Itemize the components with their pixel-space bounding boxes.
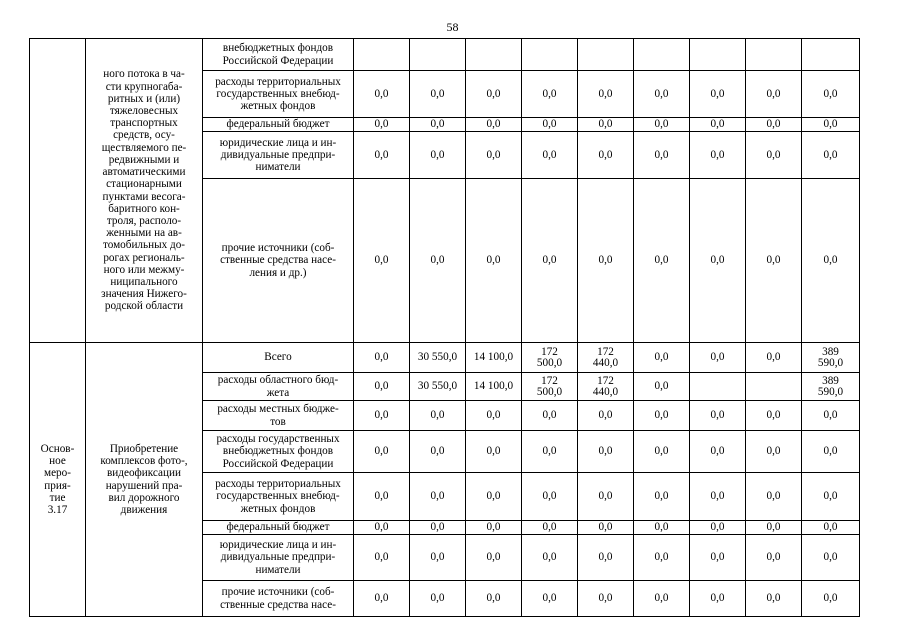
- value-cell-8: 0,0: [746, 581, 802, 617]
- value-cell-3: 0,0: [466, 473, 522, 521]
- funding-source-text: расходы территориальных: [215, 75, 341, 88]
- funding-source-cell: [203, 581, 354, 617]
- value-text: 389: [822, 374, 839, 387]
- description-line: троля, располо-: [106, 214, 182, 227]
- value-cell-4: 0,0: [522, 179, 578, 343]
- value-cell-4: 0,0: [522, 431, 578, 473]
- value-cell-2: 0,0: [410, 401, 466, 431]
- value-cell-9: 0,0: [802, 431, 860, 473]
- value-cell-1: 0,0: [354, 132, 410, 179]
- description-line: значения Нижего-: [101, 288, 187, 301]
- value-cell-9: 0,0: [802, 521, 860, 535]
- value-cell-2: 0,0: [410, 535, 466, 581]
- funding-source-cell: [203, 39, 354, 71]
- funding-source-text: ственные средства насе-: [220, 598, 336, 611]
- value-cell-4: 0,0: [522, 118, 578, 132]
- measure-code-line: ное: [49, 455, 66, 468]
- funding-source-text: жета: [266, 386, 290, 399]
- value-cell-7: 0,0: [690, 118, 746, 132]
- value-cell-8: 0,0: [746, 401, 802, 431]
- value-cell-4: 0,0: [522, 535, 578, 581]
- value-cell-8: [746, 39, 802, 71]
- value-cell-3: 14 100,0: [466, 373, 522, 401]
- value-cell-1: 0,0: [354, 373, 410, 401]
- value-cell-7: 0,0: [690, 473, 746, 521]
- funding-source-text: Российской Федерации: [222, 457, 334, 470]
- description-line: ного потока в ча-: [103, 68, 185, 81]
- funding-source-text: государственных внебюд-: [216, 87, 340, 100]
- value-cell-5: 0,0: [578, 132, 634, 179]
- value-cell-2: 30 550,0: [410, 373, 466, 401]
- value-cell-3: 0,0: [466, 535, 522, 581]
- funding-source-text: расходы государственных: [216, 433, 340, 446]
- value-cell-5: [578, 343, 634, 373]
- value-cell-1: 0,0: [354, 71, 410, 118]
- value-cell-2: [410, 39, 466, 71]
- value-cell-9: 0,0: [802, 473, 860, 521]
- funding-source-text: жетных фондов: [240, 100, 316, 113]
- value-text: 440,0: [592, 356, 619, 369]
- value-cell-5: 0,0: [578, 581, 634, 617]
- value-cell-7: 0,0: [690, 581, 746, 617]
- value-cell-6: [634, 39, 690, 71]
- description-line: средств, осу-: [113, 129, 175, 142]
- value-cell-1: 0,0: [354, 535, 410, 581]
- measure-code-cell: [30, 39, 86, 343]
- value-cell-2: 0,0: [410, 521, 466, 535]
- value-cell-4: [522, 373, 578, 401]
- table-row: [30, 343, 860, 373]
- measure-description-cell: [86, 39, 203, 343]
- funding-source-text: ниматели: [255, 161, 301, 174]
- value-cell-5: [578, 373, 634, 401]
- value-cell-2: 0,0: [410, 71, 466, 118]
- funding-source-text: юридические лица и ин-: [219, 136, 337, 149]
- measure-description-cell: [86, 343, 203, 617]
- value-cell-9: [802, 39, 860, 71]
- description-line: вил дорожного: [108, 491, 180, 504]
- value-cell-7: 0,0: [690, 535, 746, 581]
- value-text: 172: [597, 374, 614, 387]
- value-cell-8: 0,0: [746, 521, 802, 535]
- value-text: 500,0: [536, 385, 563, 398]
- description-line: ного или межму-: [103, 263, 185, 276]
- value-text: 590,0: [817, 356, 844, 369]
- value-cell-1: 0,0: [354, 343, 410, 373]
- funding-source-text: расходы местных бюдже-: [217, 403, 339, 416]
- value-cell-6: 0,0: [634, 71, 690, 118]
- funding-source-text: прочие источники (соб-: [221, 242, 335, 255]
- funding-source-text: жетных фондов: [240, 502, 316, 515]
- value-cell-3: 0,0: [466, 132, 522, 179]
- measure-code-line: 3.17: [47, 503, 68, 516]
- funding-source-text: федеральный бюджет: [226, 521, 330, 534]
- funding-source-cell: [203, 521, 354, 535]
- value-cell-4: 0,0: [522, 581, 578, 617]
- value-cell-7: 0,0: [690, 401, 746, 431]
- value-cell-7: [690, 39, 746, 71]
- value-cell-4: 0,0: [522, 473, 578, 521]
- value-cell-5: 0,0: [578, 521, 634, 535]
- value-cell-9: [802, 373, 860, 401]
- value-cell-3: 0,0: [466, 581, 522, 617]
- description-line: тяжеловесных: [109, 105, 179, 118]
- description-line: баритного кон-: [108, 202, 180, 215]
- funding-source-text: расходы территориальных: [215, 478, 341, 491]
- value-cell-7: 0,0: [690, 132, 746, 179]
- value-cell-6: 0,0: [634, 521, 690, 535]
- value-text: 440,0: [592, 385, 619, 398]
- value-cell-3: 0,0: [466, 71, 522, 118]
- measure-code-line: Основ-: [40, 442, 75, 455]
- description-line: комплексов фото-,: [100, 455, 188, 468]
- value-cell-7: 0,0: [690, 343, 746, 373]
- funding-source-text: ниматели: [255, 563, 301, 576]
- value-cell-3: 0,0: [466, 431, 522, 473]
- funding-source-text: расходы областного бюд-: [217, 374, 339, 387]
- value-cell-6: 0,0: [634, 343, 690, 373]
- value-cell-9: 0,0: [802, 118, 860, 132]
- value-cell-1: 0,0: [354, 401, 410, 431]
- value-cell-8: 0,0: [746, 473, 802, 521]
- value-text: 590,0: [817, 385, 844, 398]
- value-cell-3: 0,0: [466, 118, 522, 132]
- value-cell-2: 0,0: [410, 118, 466, 132]
- value-cell-7: 0,0: [690, 179, 746, 343]
- value-cell-9: 0,0: [802, 581, 860, 617]
- value-cell-7: [690, 373, 746, 401]
- value-cell-7: 0,0: [690, 431, 746, 473]
- value-text: 389: [822, 345, 839, 358]
- value-cell-2: 0,0: [410, 473, 466, 521]
- value-cell-3: [466, 39, 522, 71]
- funding-source-cell: [203, 473, 354, 521]
- value-cell-2: 0,0: [410, 132, 466, 179]
- value-cell-5: [578, 39, 634, 71]
- value-cell-6: 0,0: [634, 535, 690, 581]
- description-line: движения: [120, 503, 168, 516]
- value-cell-1: 0,0: [354, 473, 410, 521]
- funding-source-text: Российской Федерации: [222, 54, 334, 67]
- value-cell-8: 0,0: [746, 179, 802, 343]
- value-cell-9: 0,0: [802, 401, 860, 431]
- description-line: родской области: [104, 300, 184, 313]
- value-text: 500,0: [536, 356, 563, 369]
- value-cell-1: 0,0: [354, 118, 410, 132]
- value-cell-6: 0,0: [634, 179, 690, 343]
- value-cell-8: 0,0: [746, 343, 802, 373]
- value-cell-2: 0,0: [410, 431, 466, 473]
- value-cell-5: 0,0: [578, 473, 634, 521]
- description-line: сти крупногаба-: [105, 80, 183, 93]
- funding-source-text: прочие источники (соб-: [221, 586, 335, 599]
- value-cell-4: [522, 39, 578, 71]
- funding-source-text: Всего: [264, 351, 292, 364]
- funding-source-cell: [203, 118, 354, 132]
- funding-source-cell: [203, 179, 354, 343]
- value-text: 172: [541, 374, 558, 387]
- value-cell-1: 0,0: [354, 581, 410, 617]
- value-cell-6: 0,0: [634, 401, 690, 431]
- description-line: транспортных: [110, 117, 178, 130]
- value-cell-8: 0,0: [746, 431, 802, 473]
- value-cell-6: 0,0: [634, 132, 690, 179]
- value-cell-1: 0,0: [354, 179, 410, 343]
- value-cell-4: [522, 343, 578, 373]
- page-number: 58: [446, 20, 459, 34]
- value-cell-4: 0,0: [522, 132, 578, 179]
- funding-source-text: ления и др.): [249, 266, 307, 279]
- funding-source-text: ственные средства насе-: [220, 254, 336, 267]
- value-cell-8: 0,0: [746, 118, 802, 132]
- funding-source-text: дивидуальные предпри-: [220, 148, 336, 161]
- value-cell-3: 0,0: [466, 179, 522, 343]
- funding-source-text: дивидуальные предпри-: [220, 551, 336, 564]
- funding-source-cell: [203, 71, 354, 118]
- funding-source-cell: [203, 343, 354, 373]
- value-cell-3: 0,0: [466, 521, 522, 535]
- value-cell-4: 0,0: [522, 521, 578, 535]
- description-line: ритных и (или): [107, 92, 181, 105]
- description-line: стационарными: [106, 178, 182, 191]
- value-cell-4: 0,0: [522, 401, 578, 431]
- value-cell-2: 0,0: [410, 179, 466, 343]
- value-cell-5: 0,0: [578, 118, 634, 132]
- funding-source-cell: [203, 373, 354, 401]
- value-text: 172: [541, 345, 558, 358]
- value-cell-3: 14 100,0: [466, 343, 522, 373]
- description-line: ществляемого пе-: [101, 141, 187, 154]
- value-cell-8: [746, 373, 802, 401]
- description-line: видеофиксации: [107, 467, 181, 480]
- value-cell-1: [354, 39, 410, 71]
- value-cell-6: 0,0: [634, 473, 690, 521]
- value-cell-9: 0,0: [802, 71, 860, 118]
- value-cell-2: 0,0: [410, 581, 466, 617]
- value-cell-1: 0,0: [354, 431, 410, 473]
- description-line: редвижными и: [108, 153, 180, 166]
- value-text: 172: [597, 345, 614, 358]
- funding-source-cell: [203, 401, 354, 431]
- value-cell-5: 0,0: [578, 179, 634, 343]
- value-cell-7: 0,0: [690, 521, 746, 535]
- table-row: [30, 39, 860, 71]
- value-cell-5: 0,0: [578, 535, 634, 581]
- funding-source-cell: [203, 132, 354, 179]
- description-line: рогах региональ-: [103, 251, 185, 264]
- value-cell-9: [802, 343, 860, 373]
- value-cell-9: 0,0: [802, 179, 860, 343]
- measure-code-line: тие: [49, 491, 66, 504]
- value-cell-5: 0,0: [578, 431, 634, 473]
- value-cell-1: 0,0: [354, 521, 410, 535]
- value-cell-6: 0,0: [634, 118, 690, 132]
- funding-source-cell: [203, 431, 354, 473]
- value-cell-7: 0,0: [690, 71, 746, 118]
- value-cell-8: 0,0: [746, 535, 802, 581]
- value-cell-3: 0,0: [466, 401, 522, 431]
- value-cell-5: 0,0: [578, 401, 634, 431]
- measure-code-line: прия-: [44, 479, 71, 492]
- budget-table: [29, 38, 860, 617]
- description-line: Приобретение: [109, 442, 179, 455]
- description-line: женными на ав-: [106, 227, 182, 240]
- value-cell-8: 0,0: [746, 71, 802, 118]
- description-line: ниципального: [110, 275, 178, 288]
- description-line: пунктами весога-: [102, 190, 186, 203]
- value-cell-4: 0,0: [522, 71, 578, 118]
- value-cell-8: 0,0: [746, 132, 802, 179]
- value-cell-6: 0,0: [634, 431, 690, 473]
- funding-source-text: федеральный бюджет: [226, 118, 330, 131]
- description-line: томобильных до-: [102, 239, 186, 252]
- measure-code-cell: [30, 343, 86, 617]
- value-cell-9: 0,0: [802, 132, 860, 179]
- funding-source-text: государственных внебюд-: [216, 490, 340, 503]
- value-cell-2: 30 550,0: [410, 343, 466, 373]
- description-line: нарушений пра-: [105, 479, 183, 492]
- funding-source-text: юридические лица и ин-: [219, 539, 337, 552]
- measure-code-line: меро-: [44, 467, 71, 480]
- funding-source-text: тов: [270, 415, 286, 428]
- funding-source-text: внебюджетных фондов: [222, 445, 334, 458]
- value-cell-6: 0,0: [634, 373, 690, 401]
- value-cell-6: 0,0: [634, 581, 690, 617]
- value-cell-9: 0,0: [802, 535, 860, 581]
- value-cell-5: 0,0: [578, 71, 634, 118]
- description-line: автоматическими: [102, 166, 186, 179]
- funding-source-cell: [203, 535, 354, 581]
- funding-source-text: внебюджетных фондов: [222, 42, 334, 55]
